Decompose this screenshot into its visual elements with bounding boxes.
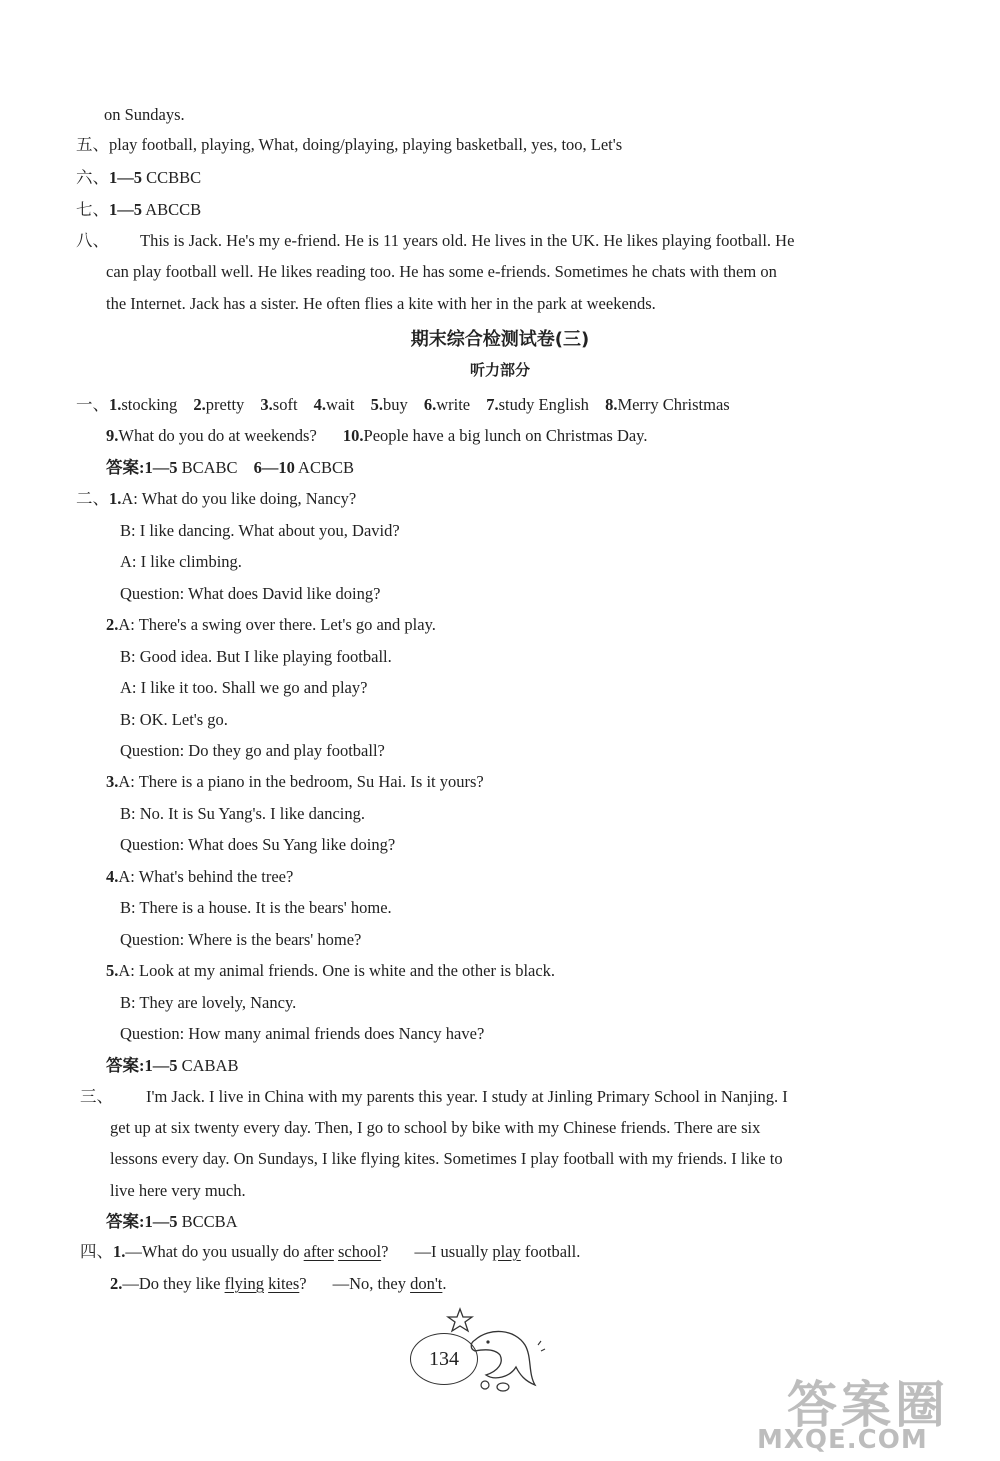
section-subtitle: 听力部分 (469, 361, 530, 379)
section-number: 五、 (76, 135, 109, 154)
dialogue-text: A: There is a piano in the bedroom, Su Hai. Is it yours? (118, 772, 484, 791)
dialogue-line (106, 771, 484, 793)
section-number: 四、 (80, 1242, 113, 1261)
item-number: 7. (486, 395, 499, 414)
sentence: ? (299, 1274, 307, 1293)
section-number: 三、 (80, 1087, 113, 1106)
answer-key-line (106, 457, 354, 479)
dialogue-line: A: I like climbing. (120, 552, 242, 571)
range-label: 1—5 (144, 1056, 178, 1075)
item-number: 3. (106, 772, 119, 791)
sentence: —Do they like (122, 1274, 225, 1293)
dialogue-line: B: I like dancing. What about you, David? (120, 521, 400, 540)
listening-words-line (76, 394, 730, 416)
item-number: 4. (313, 395, 327, 414)
answer-text: CCBBC (142, 168, 202, 187)
dialogue-line (106, 866, 293, 888)
dialogue-line: B: No. It is Su Yang's. I like dancing. (120, 804, 365, 823)
paragraph-text: This is Jack. He's my e-friend. He is 11 years old. He lives in the UK. He likes playing football. He (140, 231, 795, 250)
answer-text: ACBCB (294, 458, 354, 477)
answer-key-line (106, 1055, 238, 1077)
item-number: 1. (109, 489, 122, 508)
paragraph-line (80, 1086, 788, 1108)
answer-text: CABAB (177, 1056, 239, 1075)
answer-label: 答案: (106, 1056, 145, 1075)
filled-blank: school (338, 1242, 382, 1261)
sentence: football. (520, 1242, 581, 1261)
item-number: 4. (106, 867, 119, 886)
dialogue-line: B: Good idea. But I like playing football. (120, 647, 392, 666)
dialogue-text: A: Look at my animal friends. One is white and the other is black. (118, 961, 556, 980)
item-number: 8. (605, 395, 618, 414)
answer-line-7 (76, 199, 201, 221)
range-label: 1—5 (144, 458, 178, 477)
answer-line-5 (76, 134, 622, 156)
item-number: 9. (106, 426, 119, 445)
item-number: 2. (106, 615, 119, 634)
dialogue-text: A: There's a swing over there. Let's go and play. (118, 615, 436, 634)
question-line: Question: What does Su Yang like doing? (120, 835, 396, 854)
dialogue-line (106, 960, 555, 982)
paragraph-line: can play football well. He likes reading too. He has some e-friends. Sometimes he chats with them on (106, 262, 777, 281)
sentence: —I usually (414, 1242, 493, 1261)
question-line: Question: Do they go and play football? (120, 741, 385, 760)
section-number: 二、 (76, 489, 109, 508)
range-label: 6—10 (253, 458, 295, 477)
dialogue-line: B: OK. Let's go. (120, 710, 228, 729)
answer-line-6 (76, 167, 201, 189)
sentence: —No, they (332, 1274, 411, 1293)
paragraph-line: the Internet. Jack has a sister. He often flies a kite with her in the park at weekends. (106, 294, 656, 313)
word: wait (326, 395, 355, 414)
answer-line-8 (76, 230, 794, 252)
dialogue-line: A: I like it too. Shall we go and play? (120, 678, 368, 697)
section-number: 一、 (76, 395, 109, 414)
text-line: on Sundays. (104, 105, 185, 124)
item-number: 1. (109, 395, 122, 414)
paragraph-line: lessons every day. On Sundays, I like flying kites. Sometimes I play football with my friends. I like to (110, 1149, 783, 1168)
dialogue-text: A: What do you like doing, Nancy? (121, 489, 357, 508)
fill-in-line (80, 1241, 580, 1263)
watermark-url: MXQE.COM (757, 1425, 928, 1455)
dialogue-line (106, 614, 436, 636)
dialogue-text: A: What's behind the tree? (118, 867, 294, 886)
answer-text: BCCBA (177, 1212, 238, 1231)
dialogue-line: B: They are lovely, Nancy. (120, 993, 297, 1012)
filled-blank: don't (410, 1274, 443, 1293)
sentence: —What do you usually do (125, 1242, 304, 1261)
answer-text: play football, playing, What, doing/playing, playing basketball, yes, too, Let's (109, 135, 623, 154)
sentence: ? (381, 1242, 389, 1261)
watermark-logo-text: 答案圈 (787, 1376, 949, 1434)
filled-blank: kites (268, 1274, 300, 1293)
answer-label: 答案: (106, 458, 145, 477)
word: write (436, 395, 471, 414)
page-number: 134 (410, 1333, 478, 1385)
question-line: Question: Where is the bears' home? (120, 930, 362, 949)
section-number: 八、 (76, 231, 109, 250)
watermark (757, 1365, 992, 1455)
word: pretty (205, 395, 245, 414)
word: Merry Christmas (617, 395, 730, 414)
sentence: What do you do at weekends? (118, 426, 317, 445)
answer-label: 答案: (106, 1212, 145, 1231)
range-label: 1—5 (144, 1212, 178, 1231)
dialogue-line (76, 488, 356, 510)
word: soft (272, 395, 298, 414)
filled-blank: after (303, 1242, 334, 1261)
listening-sentences-line (106, 425, 648, 447)
item-number: 10. (342, 426, 364, 445)
filled-blank: flying (224, 1274, 264, 1293)
word: buy (382, 395, 408, 414)
paragraph-text: I'm Jack. I live in China with my parents this year. I study at Jinling Primary School in Nanjing. I (146, 1087, 788, 1106)
question-line: Question: How many animal friends does Nancy have? (120, 1024, 485, 1043)
item-number: 2. (110, 1274, 123, 1293)
sentence: . (442, 1274, 447, 1293)
dialogue-line: B: There is a house. It is the bears' home. (120, 898, 392, 917)
item-number: 3. (260, 395, 273, 414)
paragraph-line: get up at six twenty every day. Then, I go to school by bike with my Chinese friends. There are six (110, 1118, 761, 1137)
item-number: 2. (193, 395, 206, 414)
item-number: 1. (113, 1242, 126, 1261)
range-label: 1—5 (109, 168, 142, 187)
range-label: 1—5 (109, 200, 142, 219)
question-line: Question: What does David like doing? (120, 584, 381, 603)
item-number: 6. (423, 395, 437, 414)
answer-text: ABCCB (142, 200, 202, 219)
item-number: 5. (370, 395, 383, 414)
item-number: 5. (106, 961, 119, 980)
answer-key-line (106, 1211, 238, 1233)
word: stocking (121, 395, 178, 414)
word: study English (498, 395, 589, 414)
section-number: 六、 (76, 168, 109, 187)
fill-in-line (110, 1273, 447, 1295)
section-number: 七、 (76, 200, 109, 219)
paragraph-line: live here very much. (110, 1181, 246, 1200)
sentence: People have a big lunch on Christmas Day. (363, 426, 648, 445)
answer-text: BCABC (177, 458, 238, 477)
exam-title: 期末综合检测试卷(三) (410, 329, 590, 350)
filled-blank: play (492, 1242, 521, 1261)
